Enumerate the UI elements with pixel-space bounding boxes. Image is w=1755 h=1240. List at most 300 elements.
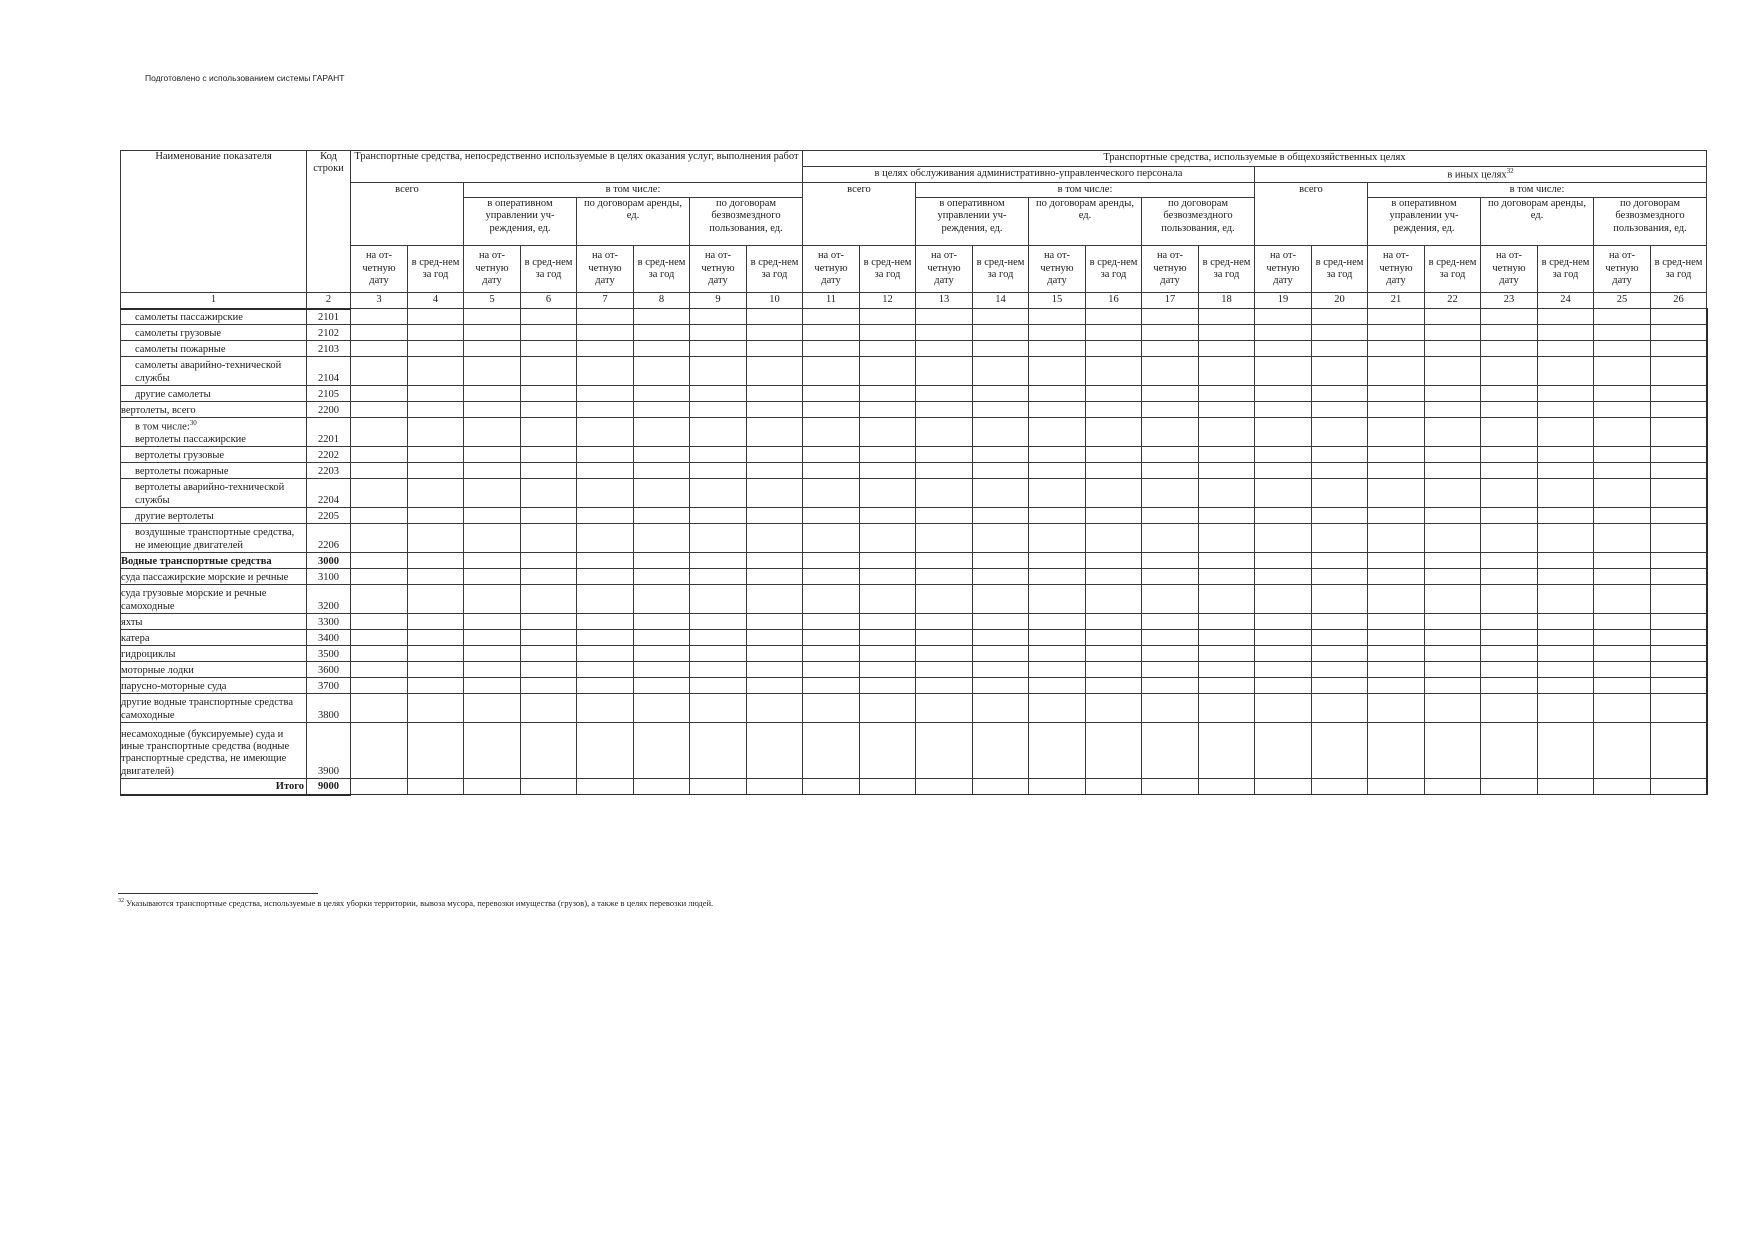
data-cell[interactable] — [803, 341, 860, 357]
data-cell[interactable] — [1086, 386, 1142, 402]
data-cell[interactable] — [1481, 508, 1538, 524]
data-cell[interactable] — [634, 779, 690, 795]
data-cell[interactable] — [1651, 325, 1707, 341]
data-cell[interactable] — [1538, 386, 1594, 402]
data-cell[interactable] — [1142, 418, 1199, 447]
data-cell[interactable] — [860, 678, 916, 694]
data-cell[interactable] — [1368, 463, 1425, 479]
data-cell[interactable] — [351, 662, 408, 678]
data-cell[interactable] — [1425, 447, 1481, 463]
data-cell[interactable] — [860, 524, 916, 553]
data-cell[interactable] — [916, 553, 973, 569]
data-cell[interactable] — [1538, 447, 1594, 463]
data-cell[interactable] — [1651, 341, 1707, 357]
data-cell[interactable] — [1425, 646, 1481, 662]
data-cell[interactable] — [577, 723, 634, 779]
data-cell[interactable] — [860, 463, 916, 479]
data-cell[interactable] — [803, 553, 860, 569]
data-cell[interactable] — [1651, 585, 1707, 614]
data-cell[interactable] — [1255, 418, 1312, 447]
data-cell[interactable] — [1086, 723, 1142, 779]
data-cell[interactable] — [577, 779, 634, 795]
data-cell[interactable] — [1425, 418, 1481, 447]
data-cell[interactable] — [860, 402, 916, 418]
data-cell[interactable] — [1199, 325, 1255, 341]
data-cell[interactable] — [1538, 357, 1594, 386]
data-cell[interactable] — [1481, 463, 1538, 479]
data-cell[interactable] — [1029, 553, 1086, 569]
data-cell[interactable] — [521, 341, 577, 357]
data-cell[interactable] — [803, 418, 860, 447]
data-cell[interactable] — [1086, 614, 1142, 630]
data-cell[interactable] — [408, 479, 464, 508]
data-cell[interactable] — [1199, 678, 1255, 694]
data-cell[interactable] — [1199, 357, 1255, 386]
data-cell[interactable] — [1368, 646, 1425, 662]
data-cell[interactable] — [1651, 402, 1707, 418]
data-cell[interactable] — [1255, 569, 1312, 585]
data-cell[interactable] — [1086, 325, 1142, 341]
data-cell[interactable] — [1538, 479, 1594, 508]
data-cell[interactable] — [747, 447, 803, 463]
data-cell[interactable] — [690, 386, 747, 402]
data-cell[interactable] — [1255, 678, 1312, 694]
data-cell[interactable] — [634, 309, 690, 325]
data-cell[interactable] — [1538, 463, 1594, 479]
data-cell[interactable] — [916, 357, 973, 386]
data-cell[interactable] — [521, 325, 577, 341]
data-cell[interactable] — [1255, 779, 1312, 795]
data-cell[interactable] — [521, 357, 577, 386]
data-cell[interactable] — [973, 662, 1029, 678]
data-cell[interactable] — [1481, 402, 1538, 418]
data-cell[interactable] — [803, 678, 860, 694]
data-cell[interactable] — [464, 646, 521, 662]
data-cell[interactable] — [1594, 402, 1651, 418]
data-cell[interactable] — [916, 386, 973, 402]
data-cell[interactable] — [408, 524, 464, 553]
data-cell[interactable] — [1538, 678, 1594, 694]
data-cell[interactable] — [577, 553, 634, 569]
data-cell[interactable] — [973, 646, 1029, 662]
data-cell[interactable] — [1199, 418, 1255, 447]
data-cell[interactable] — [408, 569, 464, 585]
data-cell[interactable] — [464, 585, 521, 614]
data-cell[interactable] — [803, 325, 860, 341]
data-cell[interactable] — [1538, 569, 1594, 585]
data-cell[interactable] — [973, 524, 1029, 553]
data-cell[interactable] — [1029, 678, 1086, 694]
data-cell[interactable] — [803, 479, 860, 508]
data-cell[interactable] — [408, 723, 464, 779]
data-cell[interactable] — [1594, 418, 1651, 447]
data-cell[interactable] — [1199, 694, 1255, 723]
data-cell[interactable] — [690, 508, 747, 524]
data-cell[interactable] — [1651, 678, 1707, 694]
data-cell[interactable] — [916, 569, 973, 585]
data-cell[interactable] — [916, 678, 973, 694]
data-cell[interactable] — [1538, 402, 1594, 418]
data-cell[interactable] — [1481, 569, 1538, 585]
data-cell[interactable] — [1086, 402, 1142, 418]
data-cell[interactable] — [1086, 341, 1142, 357]
data-cell[interactable] — [690, 553, 747, 569]
data-cell[interactable] — [1086, 779, 1142, 795]
data-cell[interactable] — [690, 630, 747, 646]
data-cell[interactable] — [464, 447, 521, 463]
data-cell[interactable] — [1312, 614, 1368, 630]
data-cell[interactable] — [1029, 325, 1086, 341]
data-cell[interactable] — [1594, 630, 1651, 646]
data-cell[interactable] — [1481, 418, 1538, 447]
data-cell[interactable] — [1086, 694, 1142, 723]
data-cell[interactable] — [747, 553, 803, 569]
data-cell[interactable] — [803, 524, 860, 553]
data-cell[interactable] — [521, 694, 577, 723]
data-cell[interactable] — [1255, 357, 1312, 386]
data-cell[interactable] — [916, 418, 973, 447]
data-cell[interactable] — [577, 357, 634, 386]
data-cell[interactable] — [464, 614, 521, 630]
data-cell[interactable] — [577, 418, 634, 447]
data-cell[interactable] — [1199, 569, 1255, 585]
data-cell[interactable] — [1368, 694, 1425, 723]
data-cell[interactable] — [351, 524, 408, 553]
data-cell[interactable] — [1594, 553, 1651, 569]
data-cell[interactable] — [747, 585, 803, 614]
data-cell[interactable] — [1312, 463, 1368, 479]
data-cell[interactable] — [577, 646, 634, 662]
data-cell[interactable] — [1594, 357, 1651, 386]
data-cell[interactable] — [803, 614, 860, 630]
data-cell[interactable] — [1651, 524, 1707, 553]
data-cell[interactable] — [916, 585, 973, 614]
data-cell[interactable] — [860, 447, 916, 463]
data-cell[interactable] — [1086, 569, 1142, 585]
data-cell[interactable] — [1481, 723, 1538, 779]
data-cell[interactable] — [351, 325, 408, 341]
data-cell[interactable] — [1312, 585, 1368, 614]
data-cell[interactable] — [860, 508, 916, 524]
data-cell[interactable] — [1481, 325, 1538, 341]
data-cell[interactable] — [408, 678, 464, 694]
data-cell[interactable] — [521, 569, 577, 585]
data-cell[interactable] — [690, 447, 747, 463]
data-cell[interactable] — [1425, 678, 1481, 694]
data-cell[interactable] — [521, 447, 577, 463]
data-cell[interactable] — [408, 386, 464, 402]
data-cell[interactable] — [634, 508, 690, 524]
data-cell[interactable] — [1086, 662, 1142, 678]
data-cell[interactable] — [916, 662, 973, 678]
data-cell[interactable] — [1594, 694, 1651, 723]
data-cell[interactable] — [1368, 569, 1425, 585]
data-cell[interactable] — [634, 325, 690, 341]
data-cell[interactable] — [1142, 779, 1199, 795]
data-cell[interactable] — [1199, 463, 1255, 479]
data-cell[interactable] — [747, 325, 803, 341]
data-cell[interactable] — [1142, 341, 1199, 357]
data-cell[interactable] — [803, 646, 860, 662]
data-cell[interactable] — [1255, 585, 1312, 614]
data-cell[interactable] — [916, 779, 973, 795]
data-cell[interactable] — [464, 524, 521, 553]
data-cell[interactable] — [860, 585, 916, 614]
data-cell[interactable] — [1651, 508, 1707, 524]
data-cell[interactable] — [521, 463, 577, 479]
data-cell[interactable] — [690, 614, 747, 630]
data-cell[interactable] — [860, 479, 916, 508]
data-cell[interactable] — [1481, 479, 1538, 508]
data-cell[interactable] — [1594, 386, 1651, 402]
data-cell[interactable] — [1255, 524, 1312, 553]
data-cell[interactable] — [747, 508, 803, 524]
data-cell[interactable] — [577, 479, 634, 508]
data-cell[interactable] — [973, 386, 1029, 402]
data-cell[interactable] — [803, 463, 860, 479]
data-cell[interactable] — [1594, 479, 1651, 508]
data-cell[interactable] — [1425, 630, 1481, 646]
data-cell[interactable] — [1029, 630, 1086, 646]
data-cell[interactable] — [521, 508, 577, 524]
data-cell[interactable] — [464, 357, 521, 386]
data-cell[interactable] — [1651, 723, 1707, 779]
data-cell[interactable] — [803, 309, 860, 325]
data-cell[interactable] — [1594, 569, 1651, 585]
data-cell[interactable] — [1425, 341, 1481, 357]
data-cell[interactable] — [1029, 585, 1086, 614]
data-cell[interactable] — [1312, 418, 1368, 447]
data-cell[interactable] — [973, 341, 1029, 357]
data-cell[interactable] — [860, 325, 916, 341]
data-cell[interactable] — [1538, 524, 1594, 553]
data-cell[interactable] — [1538, 779, 1594, 795]
data-cell[interactable] — [577, 585, 634, 614]
data-cell[interactable] — [464, 479, 521, 508]
data-cell[interactable] — [1538, 325, 1594, 341]
data-cell[interactable] — [408, 508, 464, 524]
data-cell[interactable] — [1425, 585, 1481, 614]
data-cell[interactable] — [1142, 678, 1199, 694]
data-cell[interactable] — [1481, 447, 1538, 463]
data-cell[interactable] — [464, 678, 521, 694]
data-cell[interactable] — [973, 325, 1029, 341]
data-cell[interactable] — [973, 418, 1029, 447]
data-cell[interactable] — [1199, 447, 1255, 463]
data-cell[interactable] — [803, 779, 860, 795]
data-cell[interactable] — [803, 402, 860, 418]
data-cell[interactable] — [1029, 508, 1086, 524]
data-cell[interactable] — [860, 341, 916, 357]
data-cell[interactable] — [577, 678, 634, 694]
data-cell[interactable] — [1651, 630, 1707, 646]
data-cell[interactable] — [1255, 402, 1312, 418]
data-cell[interactable] — [351, 463, 408, 479]
data-cell[interactable] — [973, 447, 1029, 463]
data-cell[interactable] — [1312, 779, 1368, 795]
data-cell[interactable] — [973, 569, 1029, 585]
data-cell[interactable] — [1142, 553, 1199, 569]
data-cell[interactable] — [1538, 585, 1594, 614]
data-cell[interactable] — [634, 553, 690, 569]
data-cell[interactable] — [860, 386, 916, 402]
data-cell[interactable] — [1142, 524, 1199, 553]
data-cell[interactable] — [1538, 418, 1594, 447]
data-cell[interactable] — [1255, 479, 1312, 508]
data-cell[interactable] — [1086, 524, 1142, 553]
data-cell[interactable] — [521, 614, 577, 630]
data-cell[interactable] — [408, 463, 464, 479]
data-cell[interactable] — [1368, 402, 1425, 418]
data-cell[interactable] — [1029, 402, 1086, 418]
data-cell[interactable] — [1029, 479, 1086, 508]
data-cell[interactable] — [1086, 630, 1142, 646]
data-cell[interactable] — [1086, 585, 1142, 614]
data-cell[interactable] — [521, 402, 577, 418]
data-cell[interactable] — [1594, 447, 1651, 463]
data-cell[interactable] — [1425, 662, 1481, 678]
data-cell[interactable] — [351, 723, 408, 779]
data-cell[interactable] — [1651, 553, 1707, 569]
data-cell[interactable] — [860, 553, 916, 569]
data-cell[interactable] — [351, 678, 408, 694]
data-cell[interactable] — [1142, 614, 1199, 630]
data-cell[interactable] — [747, 341, 803, 357]
data-cell[interactable] — [1538, 694, 1594, 723]
data-cell[interactable] — [1368, 418, 1425, 447]
data-cell[interactable] — [1538, 646, 1594, 662]
data-cell[interactable] — [351, 386, 408, 402]
data-cell[interactable] — [1594, 508, 1651, 524]
data-cell[interactable] — [351, 447, 408, 463]
data-cell[interactable] — [1199, 402, 1255, 418]
data-cell[interactable] — [747, 662, 803, 678]
data-cell[interactable] — [464, 309, 521, 325]
data-cell[interactable] — [1029, 614, 1086, 630]
data-cell[interactable] — [803, 585, 860, 614]
data-cell[interactable] — [690, 662, 747, 678]
data-cell[interactable] — [577, 614, 634, 630]
data-cell[interactable] — [1594, 614, 1651, 630]
data-cell[interactable] — [690, 779, 747, 795]
data-cell[interactable] — [464, 402, 521, 418]
data-cell[interactable] — [1142, 357, 1199, 386]
data-cell[interactable] — [1538, 508, 1594, 524]
data-cell[interactable] — [1425, 508, 1481, 524]
data-cell[interactable] — [1312, 357, 1368, 386]
data-cell[interactable] — [1368, 508, 1425, 524]
data-cell[interactable] — [408, 694, 464, 723]
data-cell[interactable] — [408, 630, 464, 646]
data-cell[interactable] — [1255, 630, 1312, 646]
data-cell[interactable] — [1651, 463, 1707, 479]
data-cell[interactable] — [690, 524, 747, 553]
data-cell[interactable] — [1481, 357, 1538, 386]
data-cell[interactable] — [408, 553, 464, 569]
data-cell[interactable] — [1651, 569, 1707, 585]
data-cell[interactable] — [747, 418, 803, 447]
data-cell[interactable] — [747, 723, 803, 779]
data-cell[interactable] — [1255, 723, 1312, 779]
data-cell[interactable] — [690, 341, 747, 357]
data-cell[interactable] — [1425, 569, 1481, 585]
data-cell[interactable] — [1312, 553, 1368, 569]
data-cell[interactable] — [1538, 662, 1594, 678]
data-cell[interactable] — [1481, 630, 1538, 646]
data-cell[interactable] — [408, 357, 464, 386]
data-cell[interactable] — [860, 646, 916, 662]
data-cell[interactable] — [464, 694, 521, 723]
data-cell[interactable] — [1368, 341, 1425, 357]
data-cell[interactable] — [1086, 357, 1142, 386]
data-cell[interactable] — [1255, 463, 1312, 479]
data-cell[interactable] — [1481, 309, 1538, 325]
data-cell[interactable] — [577, 569, 634, 585]
data-cell[interactable] — [1538, 309, 1594, 325]
data-cell[interactable] — [1086, 463, 1142, 479]
data-cell[interactable] — [1029, 341, 1086, 357]
data-cell[interactable] — [464, 662, 521, 678]
data-cell[interactable] — [1255, 309, 1312, 325]
data-cell[interactable] — [1312, 309, 1368, 325]
data-cell[interactable] — [860, 779, 916, 795]
data-cell[interactable] — [1368, 779, 1425, 795]
data-cell[interactable] — [803, 447, 860, 463]
data-cell[interactable] — [634, 479, 690, 508]
data-cell[interactable] — [1425, 386, 1481, 402]
data-cell[interactable] — [690, 479, 747, 508]
data-cell[interactable] — [1029, 386, 1086, 402]
data-cell[interactable] — [860, 630, 916, 646]
data-cell[interactable] — [351, 357, 408, 386]
data-cell[interactable] — [1594, 585, 1651, 614]
data-cell[interactable] — [1312, 569, 1368, 585]
data-cell[interactable] — [1199, 614, 1255, 630]
data-cell[interactable] — [577, 662, 634, 678]
data-cell[interactable] — [690, 463, 747, 479]
data-cell[interactable] — [1142, 463, 1199, 479]
data-cell[interactable] — [1142, 309, 1199, 325]
data-cell[interactable] — [634, 630, 690, 646]
data-cell[interactable] — [521, 479, 577, 508]
data-cell[interactable] — [747, 779, 803, 795]
data-cell[interactable] — [1651, 479, 1707, 508]
data-cell[interactable] — [1594, 779, 1651, 795]
data-cell[interactable] — [1029, 646, 1086, 662]
data-cell[interactable] — [521, 646, 577, 662]
data-cell[interactable] — [1481, 678, 1538, 694]
data-cell[interactable] — [1425, 402, 1481, 418]
data-cell[interactable] — [577, 325, 634, 341]
data-cell[interactable] — [634, 678, 690, 694]
data-cell[interactable] — [1199, 723, 1255, 779]
data-cell[interactable] — [1312, 524, 1368, 553]
data-cell[interactable] — [803, 662, 860, 678]
data-cell[interactable] — [1029, 723, 1086, 779]
data-cell[interactable] — [634, 524, 690, 553]
data-cell[interactable] — [690, 585, 747, 614]
data-cell[interactable] — [577, 508, 634, 524]
data-cell[interactable] — [1199, 309, 1255, 325]
data-cell[interactable] — [1086, 678, 1142, 694]
data-cell[interactable] — [1594, 463, 1651, 479]
data-cell[interactable] — [1594, 646, 1651, 662]
data-cell[interactable] — [690, 678, 747, 694]
data-cell[interactable] — [521, 309, 577, 325]
data-cell[interactable] — [1481, 341, 1538, 357]
data-cell[interactable] — [1199, 646, 1255, 662]
data-cell[interactable] — [1029, 779, 1086, 795]
